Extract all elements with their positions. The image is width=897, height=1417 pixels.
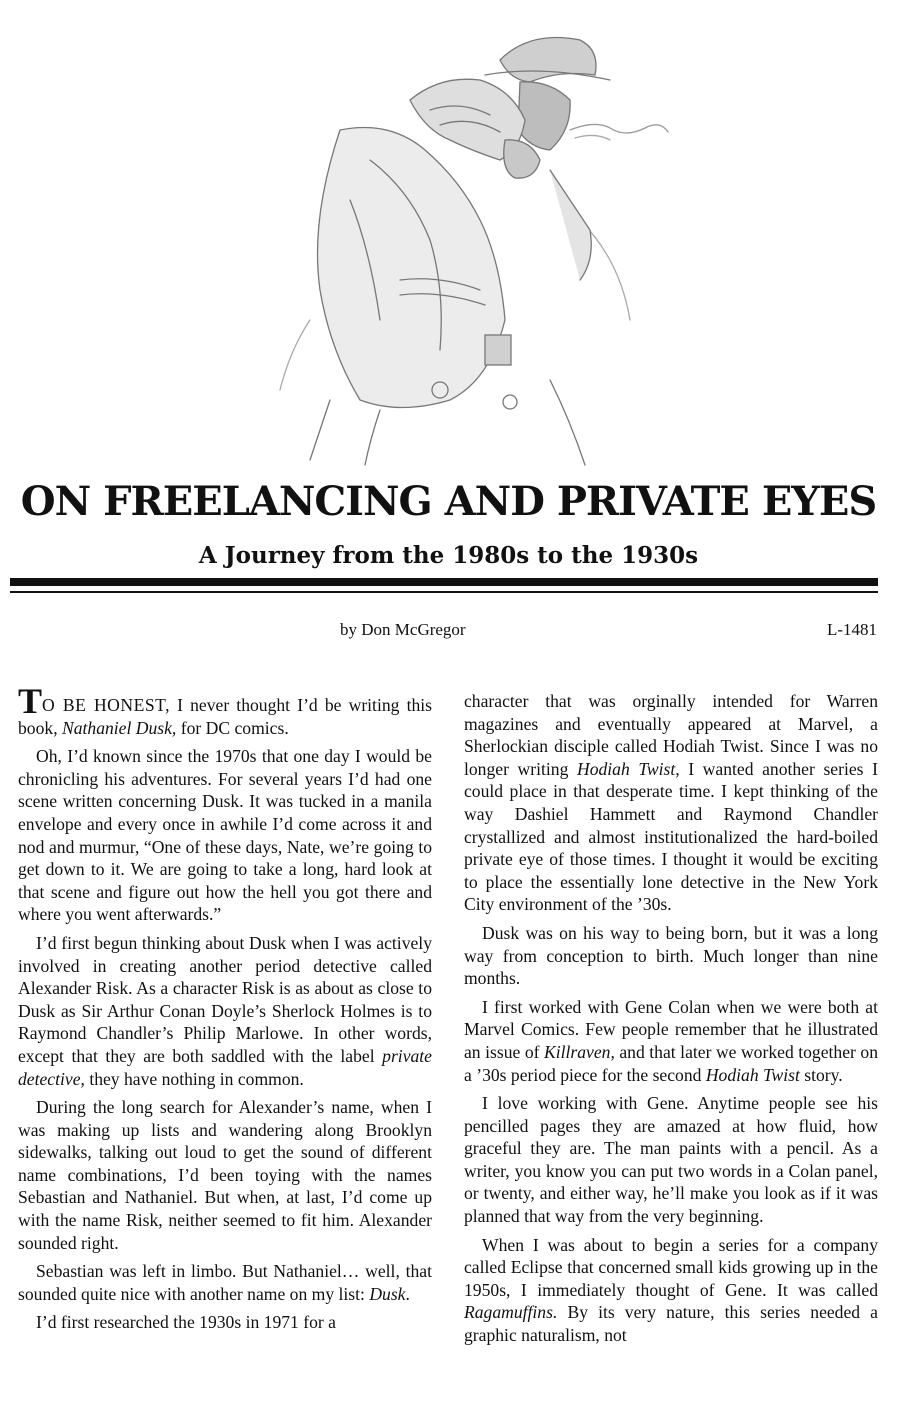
paragraph: Dusk was on his way to being born, but it was a long way from conception to birth. Much longer than nine months.	[464, 922, 878, 989]
paragraph: I’d first researched the 1930s in 1971 for a	[36, 1312, 336, 1333]
byline: by Don McGregor	[340, 620, 466, 639]
page-code: L-1481	[826, 620, 877, 639]
right-column	[464, 690, 878, 1353]
lead-in: O BE HONEST,	[42, 695, 170, 715]
paragraph: TO BE HONEST, I never thought I’d be writing this book, Nathaniel Dusk, for DC comics.	[18, 681, 432, 738]
left-column	[18, 681, 432, 1340]
title-rule-thick	[10, 578, 878, 586]
paragraph: Oh, I’d known since the 1970s that one day I would be chronicling his adventures. For several years I’d had one scene written concerning Dusk. It was tucked in a manila envelope and every once in awhile I’d come across it and nod and murmur, “One of these days, Nate, we’re going to get down to it. We are going to take a long, hard look at that scene and figure out how the hell you got there and where you went afterwards.”	[18, 746, 432, 925]
paragraph: I love working with Gene. Anytime people see his pencilled pages they are amazed at how fluid, how graceful they are. The man paints with a pencil. As a writer, you know you can put two words in a Colan panel, or twenty, and either way, he’ll make you look as if it was planned that way from the very beginning.	[464, 1093, 878, 1227]
paragraph: Sebastian was left in limbo. But Nathaniel… well, that sounded quite nice with another name on my list: Dusk.	[18, 1261, 432, 1304]
detective-sketch-icon	[250, 20, 670, 470]
drop-cap: T	[18, 681, 43, 721]
paragraph: When I was about to begin a series for a company called Eclipse that concerned small kids growing up in the 1950s, I immediately thought of Gene. It was called Ragamuffins. By its very nature, this series needed a graphic naturalism, not	[464, 1234, 878, 1346]
title-rule-thin	[10, 591, 878, 593]
paragraph: I’d first begun thinking about Dusk when I was actively involved in creating another period detective called Alexander Risk. As a character Risk is as about as close to Dusk as Sir Arthur Conan Doyle’s Sherlock Holmes is to Raymond Chandler’s Philip Marlowe. In other words, except that they are both saddled with the label private detective, they have nothing in common.	[18, 932, 432, 1089]
article-subtitle: A Journey from the 1980s to the 1930s	[198, 542, 699, 569]
paragraph: character that was orginally intended for Warren magazines and eventually appeared at Marvel, a Sherlockian disciple called Hodiah Twist. Since I was no longer writing Hodiah Twist, I wanted another series I could place in that desperate time. I kept thinking of the way Dashiel Hammett and Raymond Chandler crystallized and almost institutionalized the hard-boiled private eye of those times. I thought it would be exciting to place the essentially lone detective in the New York City environment of the ’30s.	[464, 691, 878, 915]
paragraph: I first worked with Gene Colan when we were both at Marvel Comics. Few people remember that he illustrated an issue of Killraven, and that later we worked together on a ’30s period piece for the second Hodiah Twist story.	[464, 996, 879, 1085]
paragraph: During the long search for Alexander’s name, when I was making up lists and wandering along Brooklyn sidewalks, talking out loud to get the sound of different name combinations, I’d been toying with the names Sebastian and Nathaniel. But when, at last, I’d come up with the name Risk, neither seemed to fit him. Alexander sounded right.	[18, 1097, 432, 1253]
article-title: ON FREELANCING AND PRIVATE EYES	[20, 478, 877, 525]
